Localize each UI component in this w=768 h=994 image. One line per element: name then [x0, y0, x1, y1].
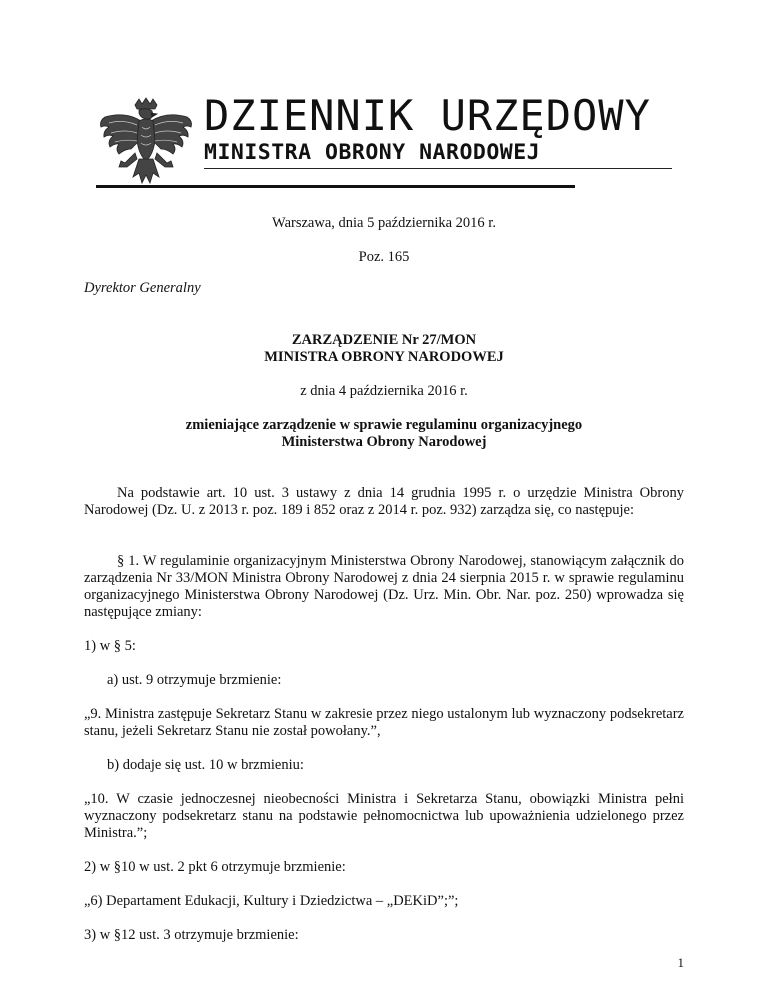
list-item-1b: b) dodaje się ust. 10 w brzmieniu:	[107, 757, 304, 773]
position-number: Poz. 165	[358, 249, 410, 265]
eagle-emblem-icon	[95, 97, 197, 189]
order-subject-line1: zmieniające zarządzenie w sprawie regulaminu organizacyjnego	[185, 417, 583, 433]
place-date: Warszawa, dnia 5 października 2016 r.	[272, 215, 496, 231]
list-item-2: 2) w §10 w ust. 2 pkt 6 otrzymuje brzmienie:	[84, 859, 346, 875]
list-item-1a: a) ust. 9 otrzymuje brzmienie:	[107, 672, 282, 688]
page-number: 1	[677, 955, 684, 970]
header-rule	[96, 185, 575, 188]
quote-1: „9. Ministra zastępuje Sekretarz Stanu w zakresie przez niego ustalonym lub wyznaczony podsekretarz stanu, jeżeli Sekretarz Stanu nie został powołany.”,	[84, 706, 684, 739]
issuer: Dyrektor Generalny	[84, 280, 201, 296]
list-item-3: 3) w §12 ust. 3 otrzymuje brzmienie:	[84, 927, 299, 943]
order-title-line1: ZARZĄDZENIE Nr 27/MON	[291, 332, 477, 348]
list-item-1: 1) w § 5:	[84, 638, 136, 654]
journal-title: DZIENNIK URZĘDOWY	[204, 91, 651, 140]
order-date: z dnia 4 października 2016 r.	[300, 383, 468, 399]
order-subject-line2: Ministerstwa Obrony Narodowej	[281, 434, 487, 450]
preamble-paragraph: Na podstawie art. 10 ust. 3 ustawy z dnia 14 grudnia 1995 r. o urzędzie Ministra Obrony Narodowej (Dz. U. z 2013 r. poz. 189 i 852 oraz z 2014 r. poz. 932) zarządza się, co następuje:	[84, 485, 684, 518]
header-divider	[204, 168, 672, 169]
quote-2: „10. W czasie jednoczesnej nieobecności Ministra i Sekretarza Stanu, obowiązki Ministra pełni wyznaczony podsekretarz stanu na podstawie pełnomocnictwa lub upoważnienia udzielonego przez Ministra.”;	[84, 791, 684, 841]
paragraph-1: § 1. W regulaminie organizacyjnym Ministerstwa Obrony Narodowej, stanowiącym załącznik do zarządzenia Nr 33/MON Ministra Obrony Narodowej z dnia 24 sierpnia 2015 r. w sprawie regulaminu organizacyjnego Ministerstwa Obrony Narodowej (Dz. Urz. Min. Obr. Nar. poz. 250) wprowadza się następujące zmiany:	[84, 553, 684, 620]
order-title-line2: MINISTRA OBRONY NARODOWEJ	[264, 349, 504, 365]
quote-3: „6) Departament Edukacji, Kultury i Dziedzictwa – „DEKiD”;”;	[84, 893, 459, 909]
journal-subtitle: MINISTRA OBRONY NARODOWEJ	[204, 140, 541, 165]
